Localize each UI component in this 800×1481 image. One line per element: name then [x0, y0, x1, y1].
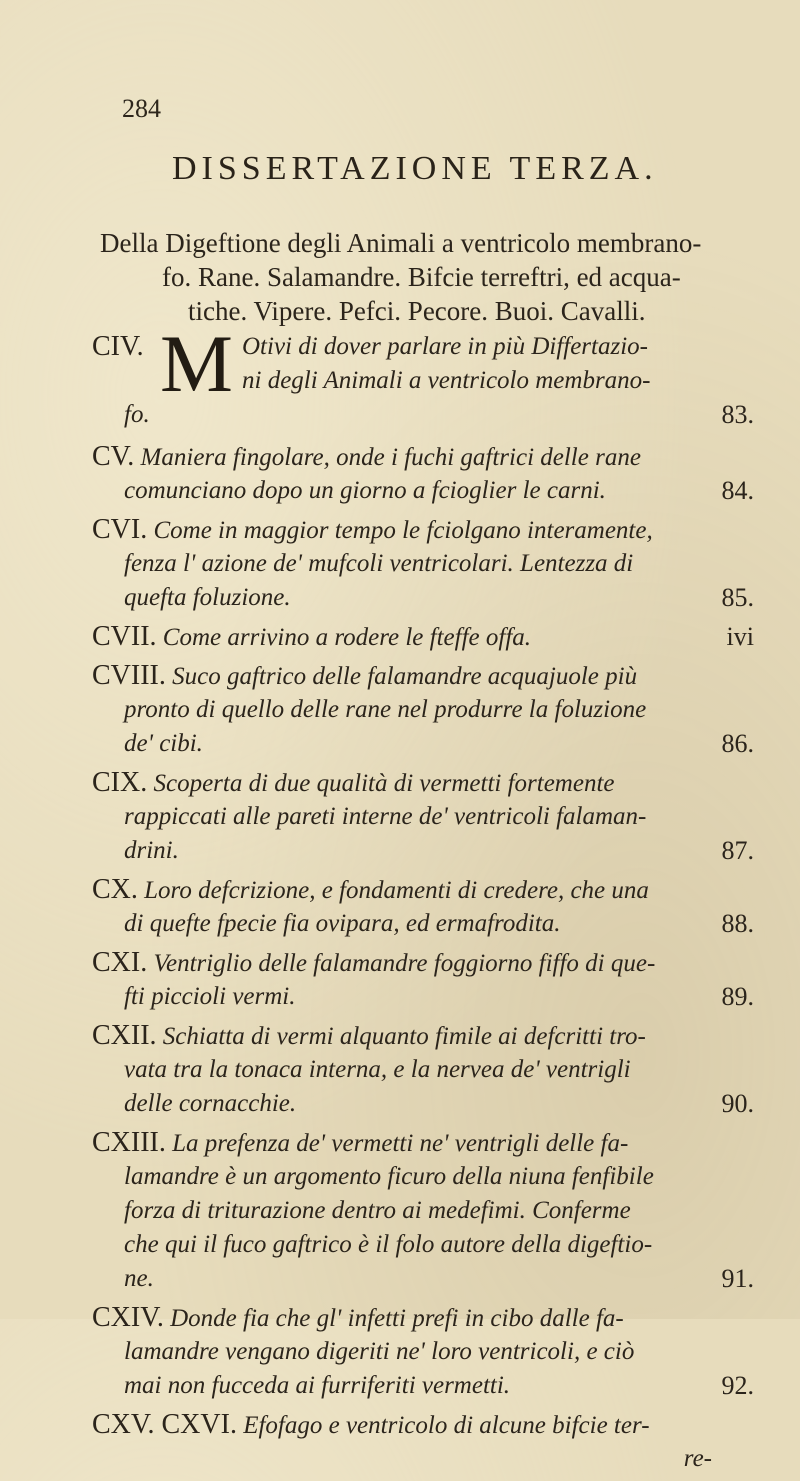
entry-text-line: Donde fia che gl' infetti prefi in cibo dalle fa- — [170, 1305, 624, 1332]
entry-text-line: ne. — [124, 1265, 154, 1292]
entry-number: CXI. — [92, 947, 148, 978]
entry-text-line: Loro defcrizione, e fondamenti di credere, che una — [144, 877, 649, 904]
entry-text-line: fo. 83. — [92, 398, 762, 432]
toc-entry — [92, 766, 762, 868]
toc-entry — [92, 659, 762, 761]
entry-number: CIV. — [92, 331, 144, 362]
toc-entry — [92, 440, 762, 508]
entry-text-line: fti piccioli vermi. — [124, 983, 296, 1010]
toc-entry — [92, 873, 762, 941]
summary-line: fo. Rane. Salamandre. Bifcie terreftri, ed acqua- — [162, 262, 681, 292]
entry-text-line: fenza l' azione de' mufcoli ventricolari. Lentezza di — [124, 550, 634, 577]
entry-number: CXIII. — [92, 1127, 166, 1158]
entry-text-line: rappiccati alle pareti interne de' ventricoli falaman- — [124, 803, 647, 830]
toc-entry — [92, 513, 762, 615]
entry-page-number: 85. — [721, 583, 754, 612]
table-of-contents — [92, 318, 762, 1481]
entry-text-line: Efofago e ventricolo di alcune bifcie ter- — [243, 1412, 650, 1439]
entry-text-line: Scoperta di due qualità di vermetti fortemente — [153, 770, 615, 797]
toc-entry — [92, 946, 762, 1014]
entry-text-line: lamandre è un argomento ficuro della niuna fenfibile — [124, 1163, 654, 1190]
entry-page-number: 88. — [721, 909, 754, 938]
entry-text-line: comunciano dopo un giorno a fcioglier le carni. — [124, 477, 606, 504]
entry-text-line: La prefenza de' vermetti ne' ventrigli delle fa- — [172, 1130, 629, 1157]
toc-entry — [92, 1301, 762, 1403]
entry-text-line: de' cibi. — [124, 730, 203, 757]
entry-text-line: Come arrivino a rodere le fteffe offa. — [162, 624, 532, 651]
chapter-summary — [100, 226, 740, 328]
entry-text-line: drini. — [124, 837, 179, 864]
entry-number: CVIII. — [92, 660, 166, 691]
entry-page-number: 89. — [721, 982, 754, 1011]
toc-entry — [92, 1019, 762, 1121]
toc-entry — [92, 1408, 762, 1476]
entry-number: CVII. — [92, 621, 157, 652]
entry-text-line: che qui il fuco gaftrico è il folo autore della digeftio- — [124, 1231, 653, 1258]
summary-line: tiche. Vipere. Pefci. Pecore. Buoi. Cavalli. — [188, 296, 646, 326]
entry-page-number: 87. — [721, 836, 754, 865]
entry-text-line: Maniera fingolare, onde i fuchi gaftrici delle rane — [140, 444, 641, 471]
entry-page-number: 92. — [721, 1371, 754, 1400]
entry-text-line: quefta foluzione. — [124, 584, 291, 611]
entry-text-line: Otivi di dover parlare in più Differtazio- — [242, 333, 648, 360]
entry-number: CIX. — [92, 767, 148, 798]
entry-text-line: mai non fucceda ai furriferiti vermetti. — [124, 1372, 511, 1399]
entry-text-line: Ventriglio delle falamandre foggiorno fiffo di que- — [153, 950, 656, 977]
toc-entry — [92, 318, 762, 432]
drop-cap-letter: M — [160, 318, 233, 409]
entry-text-line: Schiatta di vermi alquanto fimile ai defcritti tro- — [162, 1023, 646, 1050]
entry-page-number: ivi — [726, 622, 754, 651]
toc-entry — [92, 620, 762, 654]
entry-page-number: 83. — [721, 400, 754, 429]
entry-number: CV. — [92, 441, 135, 472]
entry-page-number: 90. — [721, 1089, 754, 1118]
entry-page-number: 91. — [721, 1264, 754, 1293]
toc-entry — [92, 1126, 762, 1296]
entry-text-line: forza di triturazione dentro ai medefimi. Conferme — [124, 1197, 631, 1224]
entry-text-line: Suco gaftrico delle falamandre acquajuole più — [172, 663, 638, 690]
page-number: 284 — [122, 94, 161, 123]
entry-number: CVI. — [92, 514, 148, 545]
entry-page-number: 84. — [721, 476, 754, 505]
summary-line: Della Digeftione degli Animali a ventricolo membrano- — [100, 228, 702, 258]
entry-text-line: di quefte fpecie fia ovipara, ed ermafrodita. — [124, 910, 561, 937]
entry-number: CXV. CXVI. — [92, 1409, 237, 1440]
catchword: re- — [683, 1445, 712, 1472]
entry-text-line: ni degli Animali a ventricolo membrano- — [242, 367, 651, 394]
page-title: DISSERTAZIONE TERZA. — [172, 150, 658, 187]
entry-number: CXIV. — [92, 1302, 164, 1333]
entry-text-line: lamandre vengano digeriti ne' loro ventricoli, e ciò — [124, 1338, 635, 1365]
entry-text-line: vata tra la tonaca interna, e la nervea de' ventrigli — [124, 1056, 631, 1083]
entry-text-line: delle cornacchie. — [124, 1090, 297, 1117]
entry-number: CX. — [92, 874, 138, 905]
entry-text-line: pronto di quello delle rane nel produrre la foluzione — [124, 696, 647, 723]
entry-page-number: 86. — [721, 729, 754, 758]
entry-number: CXII. — [92, 1020, 157, 1051]
entry-text-line: Come in maggior tempo le fciolgano interamente, — [153, 517, 653, 544]
